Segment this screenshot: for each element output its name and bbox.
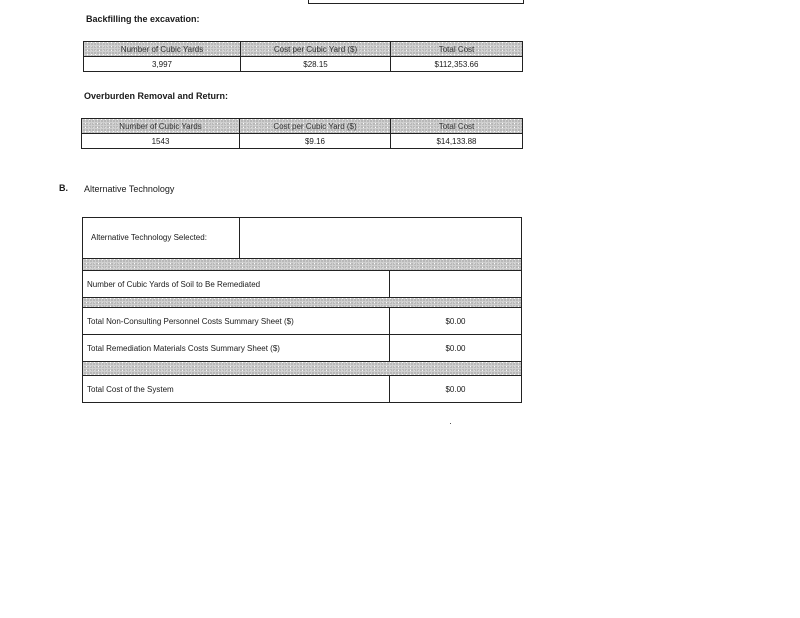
overburden-header-row — [82, 119, 523, 134]
total-label: Total Cost of the System — [83, 376, 390, 403]
backfill-header-row — [84, 42, 523, 57]
backfill-heading: Backfilling the excavation: — [86, 14, 200, 24]
soil-label: Number of Cubic Yards of Soil to Be Remediated — [83, 271, 390, 298]
backfill-header-cost-per-yard: Cost per Cubic Yard ($) — [241, 42, 391, 57]
backfill-cubic-yards: 3,997 — [84, 57, 241, 72]
backfill-table — [83, 41, 523, 72]
selected-row — [83, 218, 522, 259]
section-b-title: Alternative Technology — [84, 184, 175, 194]
backfill-cost-per-yard: $28.15 — [241, 57, 391, 72]
shade-row-3 — [83, 362, 522, 376]
selected-value — [240, 218, 522, 259]
overburden-header-cubic-yards: Number of Cubic Yards — [82, 119, 240, 134]
section-b-letter: B. — [59, 183, 68, 193]
overburden-total-cost: $14,133.88 — [391, 134, 523, 149]
backfill-value-row — [84, 57, 523, 72]
overburden-cost-per-yard: $9.16 — [240, 134, 391, 149]
soil-row — [83, 271, 522, 298]
materials-row — [83, 335, 522, 362]
materials-value: $0.00 — [390, 335, 522, 362]
personnel-row — [83, 308, 522, 335]
total-value: $0.00 — [390, 376, 522, 403]
shaded-separator — [83, 298, 522, 308]
shade-row-2 — [83, 298, 522, 308]
overburden-value-row — [82, 134, 523, 149]
total-row — [83, 376, 522, 403]
backfill-header-total-cost: Total Cost — [391, 42, 523, 57]
shaded-separator — [83, 259, 522, 271]
overburden-header-total-cost: Total Cost — [391, 119, 523, 134]
backfill-header-cubic-yards: Number of Cubic Yards — [84, 42, 241, 57]
backfill-total-cost: $112,353.66 — [391, 57, 523, 72]
personnel-value: $0.00 — [390, 308, 522, 335]
overburden-cubic-yards: 1543 — [82, 134, 240, 149]
previous-table-remnant — [308, 0, 524, 4]
materials-label: Total Remediation Materials Costs Summary Sheet ($) — [83, 335, 390, 362]
shaded-separator — [83, 362, 522, 376]
selected-label: Alternative Technology Selected: — [83, 218, 240, 259]
shade-row-1 — [83, 259, 522, 271]
alternative-technology-table — [82, 217, 522, 403]
scan-speck — [450, 423, 451, 424]
personnel-label: Total Non-Consulting Personnel Costs Summary Sheet ($) — [83, 308, 390, 335]
overburden-heading: Overburden Removal and Return: — [84, 91, 229, 101]
overburden-header-cost-per-yard: Cost per Cubic Yard ($) — [240, 119, 391, 134]
soil-value — [390, 271, 522, 298]
overburden-table — [81, 118, 523, 149]
